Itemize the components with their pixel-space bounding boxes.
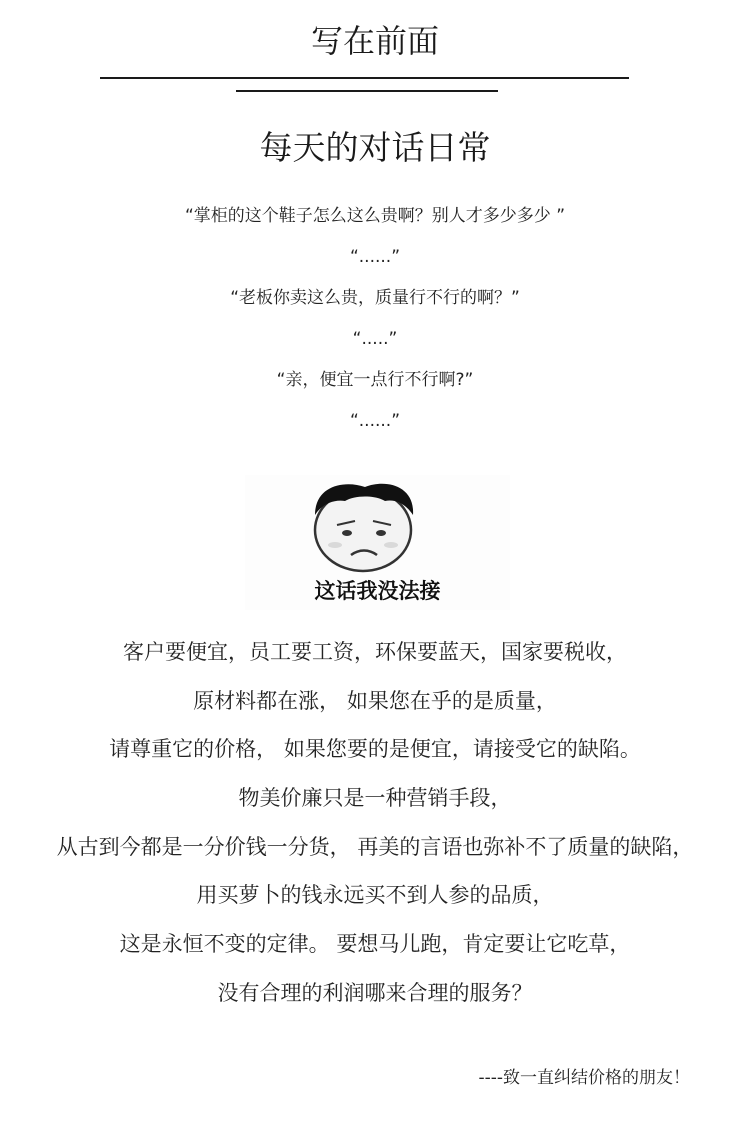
page-title: 写在前面 (310, 22, 439, 60)
signature: ----致一直纠结价格的朋友！ (478, 1068, 690, 1088)
body-line: 用买萝卜的钱永远买不到人参的品质， (196, 883, 554, 908)
sad-face-meme-icon (245, 475, 510, 575)
body-line: 这是永恒不变的定律。 要想马儿跑，肯定要让它吃草， (119, 932, 631, 957)
body-line: 客户要便宜，员工要工资，环保要蓝天，国家要税收， (123, 640, 627, 664)
meme-image (245, 475, 510, 610)
dialogue-block (0, 196, 750, 442)
dialogue-line: “......” (349, 411, 401, 431)
dialogue-line: “......” (349, 247, 401, 267)
body-line: 物美价廉只是一种营销手段， (238, 786, 512, 811)
body-line: 从古到今都是一分价钱一分货， 再美的言语也弥补不了质量的缺陷， (56, 834, 694, 859)
body-line: 没有合理的利润哪来合理的服务？ (217, 980, 533, 1005)
dialogue-line: “掌柜的这个鞋子怎么这么贵啊？别人才多少多少 ” (184, 206, 566, 226)
dialogue-line: “.....” (352, 329, 398, 349)
body-text (0, 628, 750, 1018)
dialogue-line: “亲，便宜一点行不行啊?” (276, 370, 474, 390)
meme-caption: 这话我没法接 (314, 579, 441, 603)
title-divider-long (100, 77, 629, 79)
dialogue-line: “老板你卖这么贵，质量行不行的啊？” (230, 288, 520, 308)
body-line: 原材料都在涨， 如果您在乎的是质量， (193, 688, 557, 713)
title-divider-short (236, 90, 498, 92)
body-line: 请尊重它的价格， 如果您要的是便宜，请接受它的缺陷。 (109, 737, 641, 762)
section-title: 每天的对话日常 (259, 128, 491, 167)
